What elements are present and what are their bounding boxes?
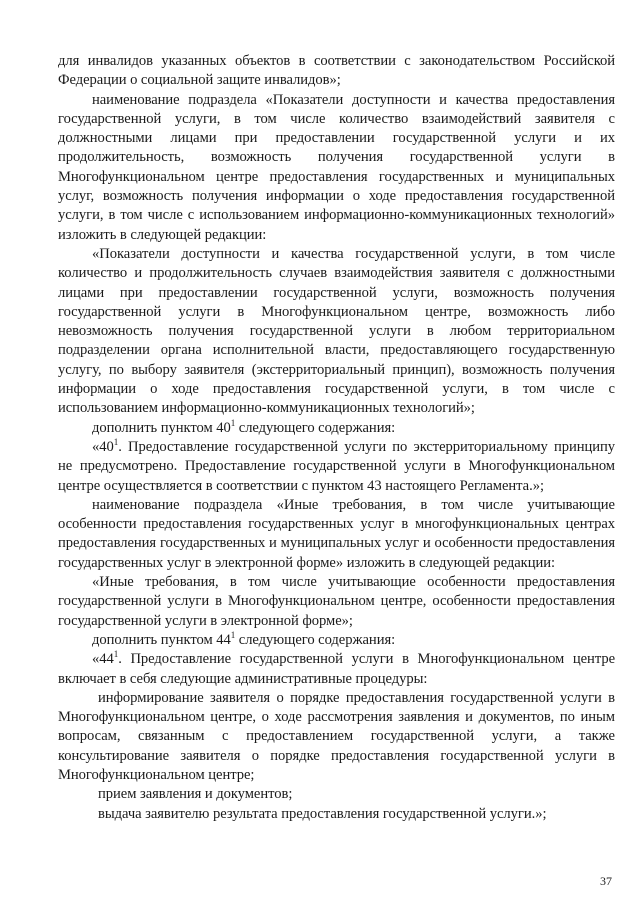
paragraph-new-subsection-title-2: «Иные требования, в том числе учитывающие особенности предоставления государственной услуги в Многофункциональном центре, особенности предоставления государственной услуги в электронной форме»; (58, 574, 615, 629)
text-fragment: дополнить пунктом 44 (92, 631, 231, 648)
paragraph-item-44-1-text (58, 650, 615, 689)
paragraph-add-item-40-1 (58, 419, 615, 438)
item-number: «44 (92, 651, 114, 668)
paragraph-add-item-44-1 (58, 631, 615, 650)
list-item-reception: прием заявления и документов; (98, 786, 293, 803)
document-page (58, 52, 615, 824)
superscript: 1 (113, 436, 119, 447)
paragraph-item-40-1-text (58, 438, 615, 496)
text-fragment: . Предоставление государственной услуги по экстерриториальному принципу не предусмотрено. Предоставление государственной услуги в Многофункциональном центре осуществляется в соответствии с пунктом 43 настоящего Регламента.»; (58, 438, 615, 494)
superscript: 1 (230, 629, 236, 640)
superscript: 1 (230, 417, 236, 428)
text-fragment: следующего содержания: (235, 419, 396, 436)
page-number: 37 (600, 874, 612, 888)
paragraph-subsection-rename-1: наименование подраздела «Показатели доступности и качества предоставления государственной услуги, в том числе количество взаимодействий заявителя с должностными лицами при предоставлении государственной услуги и их продолжительность, возможность получения государственной услуги в Многофункциональном центре предоставления государственных и муниципальных услуг, возможность получения информации о ходе предоставления государственной услуги, в том числе с использованием информационно-коммуникационных технологий» изложить в следующей редакции: (58, 91, 615, 243)
paragraph-subsection-rename-2: наименование подраздела «Иные требования, в том числе учитывающие особенности предоставления государственных услуг в многофункциональных центрах предоставления государственных и муниципальных услуг и особенности предоставления государственных услуг в электронной форме» изложить в следующей редакции: (58, 496, 615, 571)
superscript: 1 (113, 649, 119, 660)
paragraph-new-subsection-title-1: «Показатели доступности и качества государственной услуги, в том числе количество и продолжительность случаев взаимодействия заявителя с должностными лицами при предоставлении государственной услуги, возможность получения государственной услуги в Многофункциональном центре, возможность либо невозможность получения государственной услуги в любом территориальном подразделении органа исполнительной власти, предоставляющего государственную услугу, по выбору заявителя (экстерриториальный принцип), возможность получения информации о ходе предоставления государственной услуги, в том числе с использованием информационно-коммуникационных технологий»; (58, 245, 615, 417)
paragraph-continuation: для инвалидов указанных объектов в соответствии с законодательством Российской Федерации о социальной защите инвалидов»; (58, 53, 615, 89)
list-item-issuance: выдача заявителю результата предоставления государственной услуги.»; (98, 805, 547, 822)
text-fragment: . Предоставление государственной услуги в Многофункциональном центре включает в себя следующие административные процедуры: (58, 651, 615, 687)
text-fragment: дополнить пунктом 40 (92, 419, 231, 436)
text-fragment: следующего содержания: (235, 631, 396, 648)
list-item-informing: информирование заявителя о порядке предоставления государственной услуги в Многофункциональном центре, о ходе рассмотрения заявления и документов, по иным вопросам, связанным с предоставлением государственной услуги, а также консультирование заявителя о порядке предоставления государственной услуги в Многофункциональном центре; (58, 689, 615, 783)
item-number: «40 (92, 438, 114, 455)
